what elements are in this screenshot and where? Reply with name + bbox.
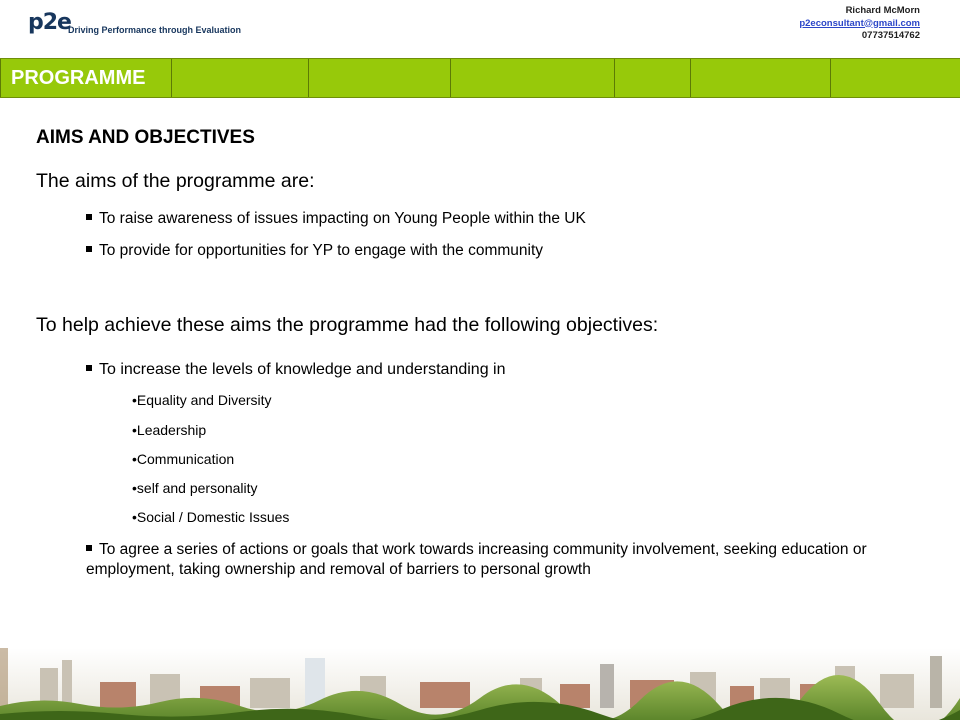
topic-item: •Social / Domestic Issues: [132, 509, 290, 525]
city-skyline-image: [0, 648, 960, 720]
aim-text: To provide for opportunities for YP to engage with the community: [99, 242, 544, 259]
header: [0, 0, 960, 58]
bar-cell: [831, 59, 960, 97]
square-bullet-icon: [86, 214, 92, 220]
contact-phone: 07737514762: [861, 30, 920, 41]
objective-item: [86, 540, 926, 580]
aim-item: [86, 209, 586, 229]
section-heading: AIMS AND OBJECTIVES: [36, 127, 255, 148]
topic-item: •Equality and Diversity: [132, 392, 272, 408]
objective-text: To increase the levels of knowledge and understanding in: [99, 361, 506, 378]
aims-intro: The aims of the programme are:: [36, 170, 315, 192]
logo: p2e: [28, 10, 71, 35]
square-bullet-icon: [86, 545, 92, 551]
bar-cell: [172, 59, 309, 97]
page-title: PROGRAMME: [0, 59, 172, 97]
objective-text: To agree a series of actions or goals that work towards increasing community involvement, seeking education or employment, taking ownership and removal of barriers to personal growth: [86, 541, 867, 578]
bar-cell: [451, 59, 615, 97]
objective-item: [86, 360, 506, 380]
aim-text: To raise awareness of issues impacting on Young People within the UK: [99, 210, 586, 227]
square-bullet-icon: [86, 246, 92, 252]
title-bar: [0, 58, 960, 98]
objectives-intro: To help achieve these aims the programme had the following objectives:: [36, 314, 659, 336]
topic-item: •self and personality: [132, 480, 258, 496]
contact-name: Richard McMorn: [845, 5, 920, 16]
square-bullet-icon: [86, 365, 92, 371]
tagline: Driving Performance through Evaluation: [68, 25, 242, 35]
bar-cell: [691, 59, 831, 97]
bar-cell: [309, 59, 451, 97]
topic-item: •Leadership: [132, 422, 207, 438]
contact-block: [799, 5, 920, 43]
contact-email-link[interactable]: p2econsultant@gmail.com: [799, 17, 920, 29]
topic-item: •Communication: [132, 451, 235, 467]
bar-cell: [615, 59, 691, 97]
aim-item: [86, 241, 543, 261]
